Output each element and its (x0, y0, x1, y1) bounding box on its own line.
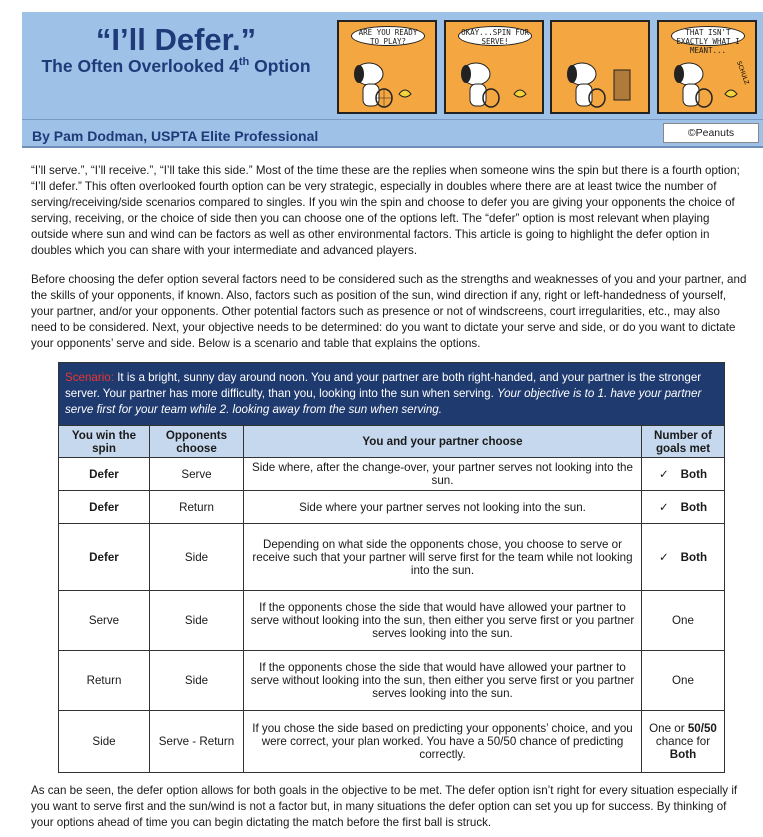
scenario-objective: Your objective is to 1. have your partner serve first for your team while 2. looking away from the sun when serving. (65, 387, 702, 416)
cell-goals: One (642, 651, 725, 711)
cell-opponents: Serve (150, 458, 244, 491)
cell-opponents: Side (150, 524, 244, 591)
comic-panel-2 (444, 20, 544, 114)
cell-goals: ✓ Both (642, 524, 725, 591)
article-header (22, 12, 763, 148)
article-subtitle: The Often Overlooked 4th Option (41, 56, 311, 76)
factors-paragraph: Before choosing the defer option several factors need to be considered such as the strengths and weaknesses of you and your partner, and the skills of your opponents, if known. Also, factors such as position of the sun, wind direction if any, right or left-handedness of yourself, your partner, and/or your opponents. Other potential factors such as presence or not of windscreens, court irregularities, etc., may also need to be considered. Next, your objective needs to be determined: do you want to dictate your serve and side, or do you want to dictate your opponents’ serve and side. Below is a scenario and table that explains the options. (31, 273, 747, 350)
cell-win: Defer (59, 524, 150, 591)
image-credit: ©Peanuts (663, 123, 759, 143)
scenario-cell (59, 363, 725, 426)
table-header-row (59, 426, 725, 458)
cell-opponents: Serve - Return (150, 711, 244, 773)
cell-win: Defer (59, 458, 150, 491)
table-row (59, 491, 725, 524)
intro-paragraph: “I’ll serve.”, “I’ll receive.”, “I’ll take this side.” Most of the time these are the replies when someone wins the spin but there is a fourth option; “I’ll defer.” This often overlooked fourth option can be very strategic, especially in doubles where there are at least twice the number of serving/receiving/side scenarios compared to singles. If you win the spin and choose to defer you are giving your opponents the choice of serving, receiving, or the choice of side then you can choose one of the options left. The “defer” option is most relevant when playing outside where sun and wind can be factors as well as other environmental factors. This article is going to highlight the defer option in doubles which you can share with your intermediate and advanced players. (31, 164, 740, 257)
column-header: You win the spin (59, 426, 150, 458)
comic-panel-3 (550, 20, 650, 114)
scenario-text: It is a bright, sunny day around noon. You and your partner are both right-handed, and your partner is the stronger server. Your partner has more difficulty, than you, looking into the sun when serving. (65, 371, 702, 400)
cell-opponents: Return (150, 491, 244, 524)
column-header: You and your partner choose (244, 426, 642, 458)
author-byline: By Pam Dodman, USPTA Elite Professional (32, 128, 319, 144)
cell-choose: If the opponents chose the side that would have allowed your partner to serve without looking into the sun, then either you serve first or you partner serves looking into the sun. (244, 591, 642, 651)
cell-goals: ✓ Both (642, 458, 725, 491)
cell-win: Defer (59, 491, 150, 524)
article-title: “I’ll Defer.” (95, 22, 257, 57)
cell-win: Return (59, 651, 150, 711)
conclusion-paragraph: As can be seen, the defer option allows for both goals in the objective to be met. The defer option isn’t right for every situation especially if you want to serve first and the sun/wind is not a factor but, in many situations the defer option can set you up for success. By thinking of your options ahead of time you can begin dictating the match before the first ball is struck. (31, 784, 738, 829)
speech-bubble: OKAY...SPIN FOR SERVE! (458, 26, 532, 46)
cell-win: Side (59, 711, 150, 773)
comic-strip (337, 20, 759, 116)
options-table (58, 362, 725, 773)
cell-choose: If you chose the side based on predicting your opponents’ choice, and you were correct, your plan worked. You have a 50/50 chance of predicting correctly. (244, 711, 642, 773)
speech-bubble: THAT ISN'T EXACTLY WHAT I MEANT... (671, 26, 745, 46)
cell-choose: If the opponents chose the side that would have allowed your partner to serve without looking into the sun, then either you serve first or you partner serves looking into the sun. (244, 651, 642, 711)
table-row (59, 711, 725, 773)
column-header: Opponents choose (150, 426, 244, 458)
check-icon: ✓ (658, 468, 669, 481)
cell-goals: ✓ Both (642, 491, 725, 524)
check-icon: ✓ (658, 551, 669, 564)
cell-goals: One or 50/50 chance for Both (642, 711, 725, 773)
cell-opponents: Side (150, 591, 244, 651)
table-row (59, 591, 725, 651)
cell-opponents: Side (150, 651, 244, 711)
snoopy-illustration (659, 50, 755, 112)
snoopy-illustration (552, 50, 648, 112)
cell-win: Serve (59, 591, 150, 651)
scenario-row (59, 363, 725, 426)
comic-panel-1 (337, 20, 437, 114)
table-row (59, 651, 725, 711)
cell-choose: Side where, after the change-over, your partner serves not looking into the sun. (244, 458, 642, 491)
table-row (59, 458, 725, 491)
speech-bubble: ARE YOU READY TO PLAY? (351, 26, 425, 46)
comic-signature: SCHULZ (735, 60, 751, 86)
check-icon: ✓ (658, 501, 669, 514)
column-header: Number of goals met (642, 426, 725, 458)
cell-goals: One (642, 591, 725, 651)
comic-panel-4 (657, 20, 757, 114)
cell-choose: Depending on what side the opponents chose, you choose to serve or receive such that your partner will serve first for the team while not looking into the sun. (244, 524, 642, 591)
snoopy-illustration (446, 50, 542, 112)
snoopy-illustration (339, 50, 435, 112)
scenario-label: Scenario: (65, 371, 114, 384)
cell-choose: Side where your partner serves not looking into the sun. (244, 491, 642, 524)
table-row (59, 524, 725, 591)
